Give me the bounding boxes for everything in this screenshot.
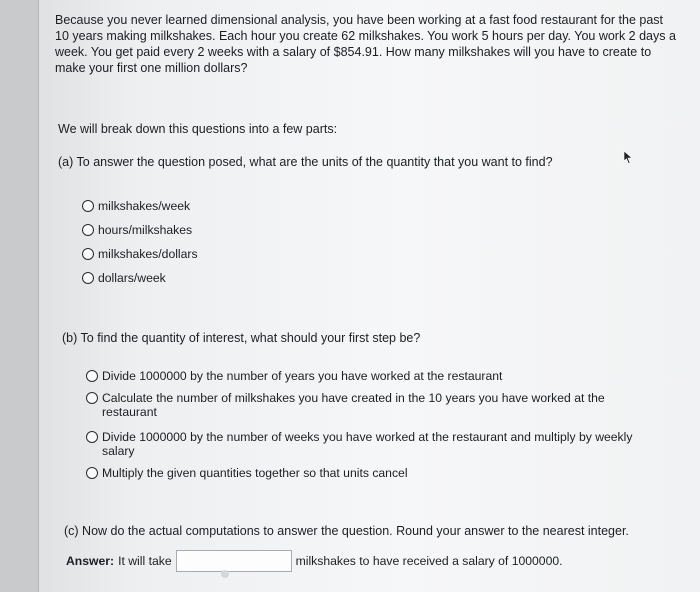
radio-button-icon[interactable] <box>82 224 94 236</box>
option-label: Multiply the given quantities together so that units cancel <box>102 466 408 480</box>
option-b-divide-by-years[interactable] <box>86 369 646 383</box>
answer-row <box>66 550 563 572</box>
radio-button-icon[interactable] <box>86 467 98 479</box>
option-label: Calculate the number of milkshakes you have created in the 10 years you have worked at the restaurant <box>102 391 605 419</box>
option-a-hours-per-milkshakes[interactable] <box>82 223 192 237</box>
option-a-milkshakes-per-week[interactable] <box>82 199 190 213</box>
radio-button-icon[interactable] <box>82 200 94 212</box>
mouse-cursor-icon <box>621 150 635 164</box>
radio-button-icon[interactable] <box>82 248 94 260</box>
problem-statement: Because you never learned dimensional analysis, you have been working at a fast food restaurant for the past 10 years making milkshakes. Each hour you create 62 milkshakes. You work 5 hours per day. You work 2 days a week. You get paid every 2 weeks with a salary of $854.91. How many milkshakes will you have to create to make your first one million dollars? <box>55 13 676 75</box>
option-label: milkshakes/dollars <box>98 247 198 261</box>
option-b-divide-by-weeks[interactable] <box>86 430 646 458</box>
question-c: (c) Now do the actual computations to answer the question. Round your answer to the nearest integer. <box>64 524 629 538</box>
option-label: Divide 1000000 by the number of weeks you have worked at the restaurant and multiply by weekly salary <box>102 430 633 458</box>
question-a: (a) To answer the question posed, what are the units of the quantity that you want to find? <box>58 155 553 169</box>
option-b-calculate-milkshakes[interactable] <box>86 391 626 419</box>
radio-button-icon[interactable] <box>86 392 98 404</box>
option-label: Divide 1000000 by the number of years you have worked at the restaurant <box>102 369 503 383</box>
radio-button-icon[interactable] <box>82 272 94 284</box>
radio-button-icon[interactable] <box>86 370 98 382</box>
option-label: hours/milkshakes <box>98 223 193 237</box>
option-label: milkshakes/week <box>98 199 191 213</box>
option-a-milkshakes-per-dollars[interactable] <box>82 247 198 261</box>
option-b-multiply-quantities[interactable] <box>86 466 646 480</box>
worksheet-page <box>38 0 700 592</box>
answer-suffix: milkshakes to have received a salary of 1000000. <box>295 554 563 568</box>
option-label: dollars/week <box>98 271 166 285</box>
answer-label: Answer: <box>66 554 115 568</box>
answer-prefix: It will take <box>118 554 172 568</box>
answer-input[interactable] <box>176 550 292 572</box>
input-indicator-icon <box>221 570 229 578</box>
radio-button-icon[interactable] <box>86 431 98 443</box>
option-a-dollars-per-week[interactable] <box>82 271 166 285</box>
question-b: (b) To find the quantity of interest, what should your first step be? <box>62 331 421 345</box>
breakdown-intro: We will break down this questions into a few parts: <box>58 122 338 136</box>
